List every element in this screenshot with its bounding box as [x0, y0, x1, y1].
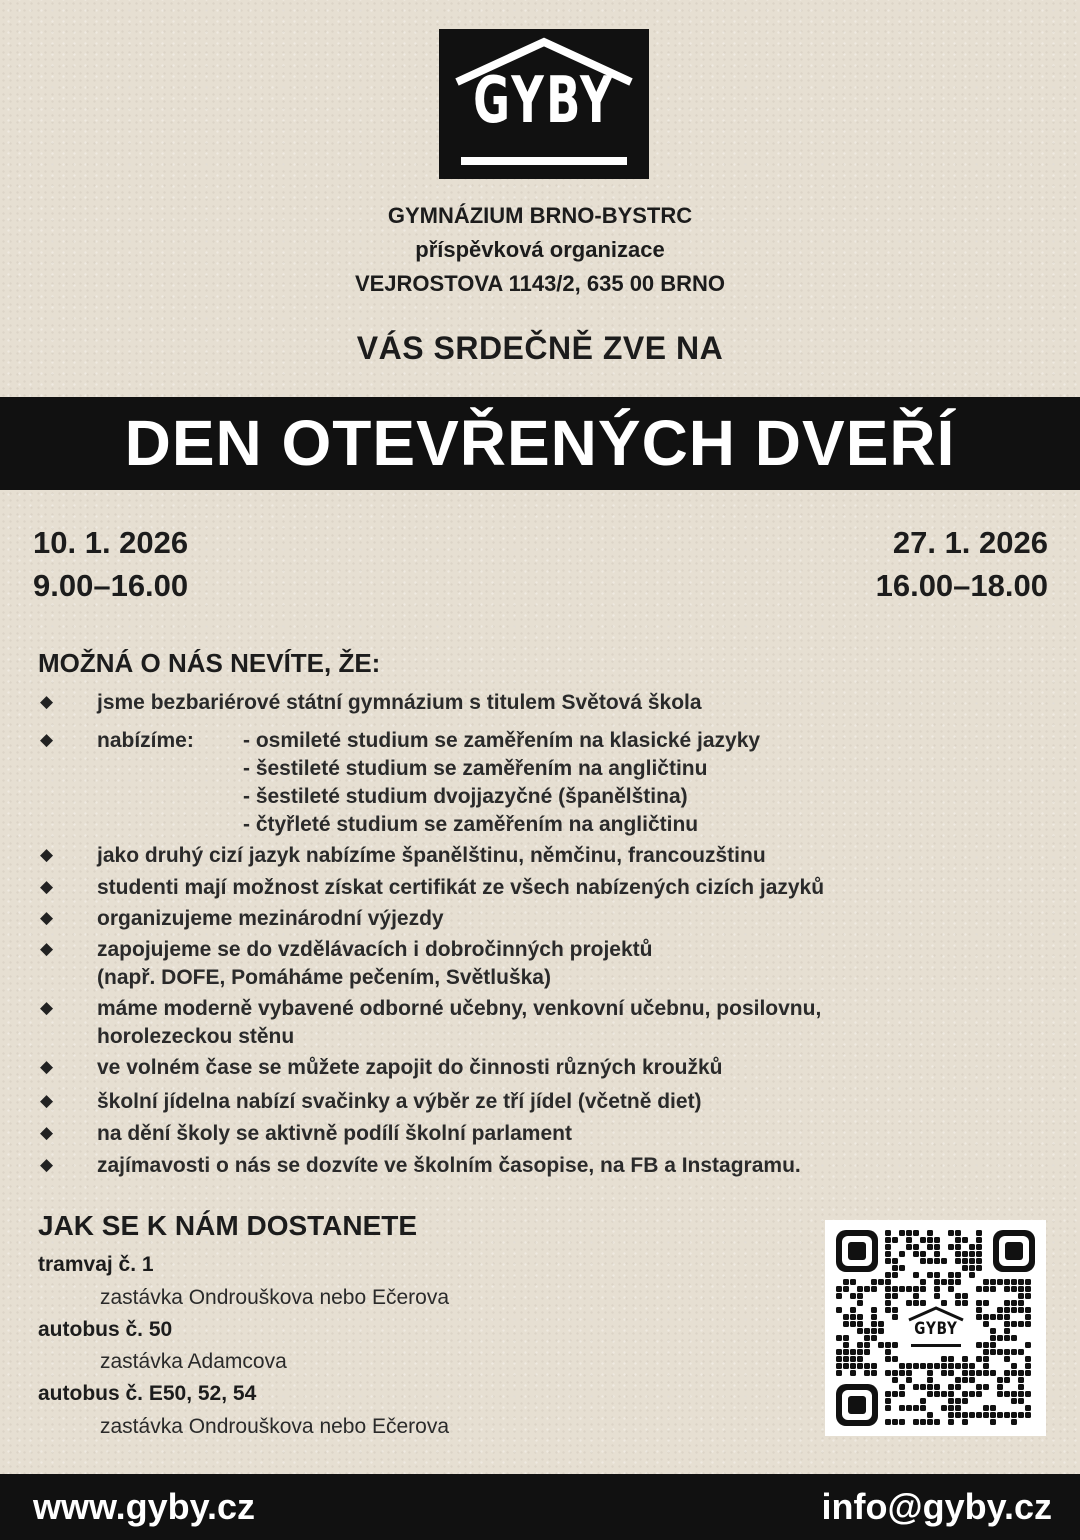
- school-address: VEJROSTOVA 1143/2, 635 00 BRNO: [354, 271, 726, 296]
- fact-item: zajímavosti o nás se dozvíte ve školním časopise, na FB a Instagramu.: [97, 1154, 801, 1177]
- transport-mode: autobus č. 50: [38, 1318, 173, 1341]
- organization-type: příspěvková organizace: [415, 237, 665, 262]
- website-link[interactable]: www.gyby.cz: [33, 1486, 256, 1527]
- school-logo: [439, 29, 649, 179]
- diamond-bullet-icon: ◆: [40, 1057, 54, 1076]
- diamond-bullet-icon: ◆: [40, 877, 54, 896]
- first-event-date: 10. 1. 2026: [33, 525, 189, 560]
- fact-item: organizujeme mezinárodní výjezdy: [97, 907, 444, 930]
- fact-item: ve volném čase se můžete zapojit do činnosti různých kroužků: [97, 1056, 723, 1079]
- second-event-time: 16.00–18.00: [875, 568, 1048, 603]
- school-name: GYMNÁZIUM BRNO-BYSTRC: [387, 203, 693, 228]
- fact-item: studenti mají možnost získat certifikát ze všech nabízených cizích jazyků: [97, 876, 825, 899]
- study-offer: - osmileté studium se zaměřením na klasické jazyky: [243, 729, 761, 752]
- qr-code[interactable]: [825, 1220, 1046, 1436]
- diamond-bullet-icon: ◆: [40, 730, 54, 749]
- fact-item: jako druhý cizí jazyk nabízíme španělštinu, němčinu, francouzštinu: [97, 844, 766, 867]
- study-offer: - šestileté studium se zaměřením na angličtinu: [243, 757, 708, 780]
- fact-item: jsme bezbariérové státní gymnázium s titulem Světová škola: [97, 691, 702, 714]
- transport-mode: autobus č. E50, 52, 54: [38, 1382, 257, 1405]
- diamond-bullet-icon: ◆: [40, 1091, 54, 1110]
- second-event-date: 27. 1. 2026: [892, 525, 1048, 560]
- fact-item: školní jídelna nabízí svačinky a výběr ze tří jídel (včetně diet): [97, 1090, 702, 1113]
- diamond-bullet-icon: ◆: [40, 908, 54, 927]
- diamond-bullet-icon: ◆: [40, 998, 54, 1017]
- transport-stop: zastávka Ondrouškova nebo Ečerova: [100, 1286, 450, 1309]
- invitation-line: VÁS SRDEČNĚ ZVE NA: [356, 330, 724, 366]
- event-title-banner: DEN OTEVŘENÝCH DVEŘÍ: [0, 397, 1080, 490]
- transport-heading: JAK SE K NÁM DOSTANETE: [38, 1210, 418, 1241]
- first-event-time: 9.00–16.00: [33, 568, 189, 603]
- study-offer: - čtyřleté studium se zaměřením na angličtinu: [243, 813, 699, 836]
- diamond-bullet-icon: ◆: [40, 1155, 54, 1174]
- fact-item-continuation: horolezeckou stěnu: [97, 1025, 295, 1048]
- diamond-bullet-icon: ◆: [40, 692, 54, 711]
- diamond-bullet-icon: ◆: [40, 845, 54, 864]
- fact-item: máme moderně vybavené odborné učebny, venkovní učebnu, posilovnu,: [97, 997, 822, 1020]
- fact-item: na dění školy se aktivně podílí školní parlament: [97, 1122, 572, 1145]
- transport-stop: zastávka Adamcova: [100, 1350, 287, 1373]
- transport-mode: tramvaj č. 1: [38, 1253, 154, 1276]
- diamond-bullet-icon: ◆: [40, 1123, 54, 1142]
- logo-text: GYBY: [473, 64, 615, 138]
- diamond-bullet-icon: ◆: [40, 939, 54, 958]
- fact-item-continuation: (např. DOFE, Pomáháme pečením, Světluška): [97, 966, 551, 989]
- qr-logo-text: GYBY: [914, 1319, 958, 1339]
- email-link[interactable]: info@gyby.cz: [821, 1486, 1052, 1527]
- study-offer: - šestileté studium dvojjazyčné (španělština): [243, 785, 688, 808]
- facts-heading: MOŽNÁ O NÁS NEVÍTE, ŽE:: [38, 648, 381, 678]
- fact-item: zapojujeme se do vzdělávacích i dobročinných projektů: [97, 938, 653, 961]
- fact-item-offer-label: nabízíme:: [97, 729, 194, 752]
- footer-bar: [0, 1474, 1080, 1540]
- transport-stop: zastávka Ondrouškova nebo Ečerova: [100, 1415, 450, 1438]
